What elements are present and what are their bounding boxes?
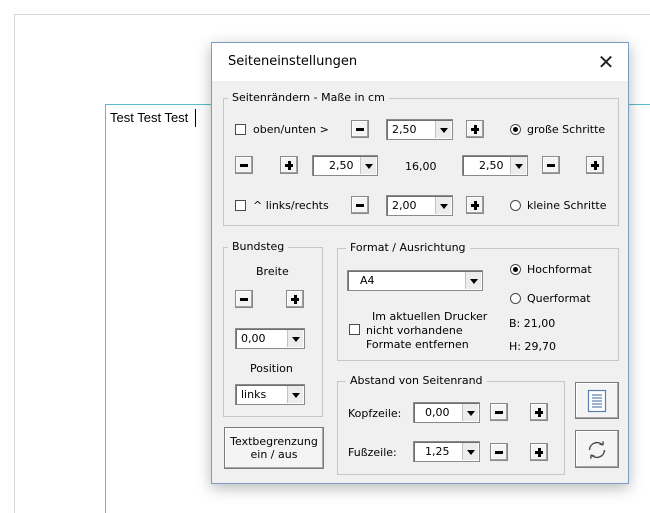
left-right-plus-button[interactable] bbox=[466, 196, 484, 214]
right-plus-button[interactable] bbox=[586, 156, 604, 174]
page-border-left bbox=[14, 14, 15, 513]
dialog-title: Seiteneinstellungen bbox=[228, 54, 358, 69]
landscape-label: Querformat bbox=[527, 292, 591, 305]
gutter-width-value: 0,00 bbox=[241, 332, 266, 345]
refresh-icon bbox=[585, 438, 609, 462]
chevron-down-icon bbox=[462, 404, 478, 421]
left-plus-button[interactable] bbox=[280, 156, 298, 174]
remove-formats-line1: Im aktuellen Drucker bbox=[372, 310, 488, 323]
document-text[interactable]: Test Test Test bbox=[110, 110, 189, 125]
top-bottom-dropdown[interactable] bbox=[386, 119, 453, 140]
paper-format-dropdown[interactable] bbox=[347, 270, 483, 291]
chevron-down-icon bbox=[465, 272, 481, 289]
left-right-checkbox[interactable] bbox=[235, 200, 246, 211]
left-margin-dropdown[interactable] bbox=[312, 155, 378, 176]
page-preview-button[interactable] bbox=[575, 382, 619, 419]
distance-legend: Abstand von Seitenrand bbox=[346, 375, 487, 387]
gutter-position-value: links bbox=[241, 388, 267, 401]
margins-legend: Seitenrändern - Maße in cm bbox=[228, 92, 389, 104]
chevron-down-icon bbox=[510, 157, 526, 174]
center-width-value: 16,00 bbox=[405, 160, 437, 173]
format-legend: Format / Ausrichtung bbox=[346, 242, 470, 254]
right-margin-dropdown[interactable] bbox=[462, 155, 528, 176]
footer-distance-value: 1,25 bbox=[425, 445, 450, 458]
chevron-down-icon bbox=[287, 386, 303, 403]
close-icon: ✕ bbox=[597, 50, 615, 74]
chevron-down-icon bbox=[287, 330, 303, 347]
paper-format-value: A4 bbox=[360, 274, 375, 287]
left-right-value: 2,00 bbox=[392, 199, 417, 212]
top-bottom-value: 2,50 bbox=[392, 123, 417, 136]
header-distance-label: Kopfzeile: bbox=[348, 407, 402, 420]
large-steps-label: große Schritte bbox=[527, 123, 606, 136]
gutter-width-dropdown[interactable] bbox=[235, 328, 305, 349]
paper-height-text: H: 29,70 bbox=[509, 340, 556, 353]
header-distance-dropdown[interactable] bbox=[413, 402, 480, 423]
remove-formats-line2: nicht vorhandene bbox=[366, 324, 463, 337]
top-bottom-plus-button[interactable] bbox=[466, 120, 484, 138]
left-right-label: ^ links/rechts bbox=[253, 199, 329, 212]
footer-distance-label: Fußzeile: bbox=[348, 446, 397, 459]
text-boundary-toggle-button[interactable] bbox=[224, 427, 324, 469]
large-steps-radio[interactable] bbox=[510, 124, 521, 135]
right-minus-button[interactable] bbox=[542, 156, 560, 174]
right-margin-value: 2,50 bbox=[479, 159, 504, 172]
remove-formats-checkbox[interactable] bbox=[349, 324, 360, 335]
top-bottom-label: oben/unten > bbox=[253, 123, 329, 136]
portrait-radio[interactable] bbox=[510, 264, 521, 275]
footer-distance-dropdown[interactable] bbox=[413, 441, 480, 462]
small-steps-radio[interactable] bbox=[510, 200, 521, 211]
text-cursor bbox=[195, 109, 196, 127]
top-bottom-checkbox[interactable] bbox=[235, 124, 246, 135]
left-right-minus-button[interactable] bbox=[351, 196, 369, 214]
text-boundary-line1: Textbegrenzung bbox=[230, 435, 318, 448]
gutter-legend: Bundsteg bbox=[228, 241, 288, 253]
close-button[interactable] bbox=[592, 49, 620, 75]
header-distance-value: 0,00 bbox=[425, 406, 450, 419]
footer-minus-button[interactable] bbox=[490, 443, 508, 461]
footer-plus-button[interactable] bbox=[530, 443, 548, 461]
portrait-label: Hochformat bbox=[527, 263, 592, 276]
left-minus-button[interactable] bbox=[235, 156, 253, 174]
gutter-minus-button[interactable] bbox=[235, 290, 253, 308]
chevron-down-icon bbox=[462, 443, 478, 460]
header-plus-button[interactable] bbox=[530, 403, 548, 421]
left-right-dropdown[interactable] bbox=[386, 195, 453, 216]
gutter-position-label: Position bbox=[250, 362, 293, 375]
page-setup-dialog bbox=[211, 42, 629, 484]
text-boundary-line2: ein / aus bbox=[250, 448, 298, 461]
gutter-width-label: Breite bbox=[256, 265, 289, 278]
small-steps-label: kleine Schritte bbox=[527, 199, 607, 212]
gutter-plus-button[interactable] bbox=[286, 290, 304, 308]
header-minus-button[interactable] bbox=[490, 403, 508, 421]
gutter-position-dropdown[interactable] bbox=[235, 384, 305, 405]
chevron-down-icon bbox=[360, 157, 376, 174]
remove-formats-line3: Formate entfernen bbox=[366, 338, 469, 351]
top-bottom-minus-button[interactable] bbox=[351, 120, 369, 138]
page-border-top bbox=[14, 14, 650, 15]
refresh-button[interactable] bbox=[575, 430, 619, 468]
page-icon bbox=[586, 389, 608, 413]
chevron-down-icon bbox=[435, 121, 451, 138]
landscape-radio[interactable] bbox=[510, 293, 521, 304]
paper-width-text: B: 21,00 bbox=[509, 317, 556, 330]
chevron-down-icon bbox=[435, 197, 451, 214]
left-margin-value: 2,50 bbox=[329, 159, 354, 172]
dialog-titlebar bbox=[212, 43, 628, 81]
